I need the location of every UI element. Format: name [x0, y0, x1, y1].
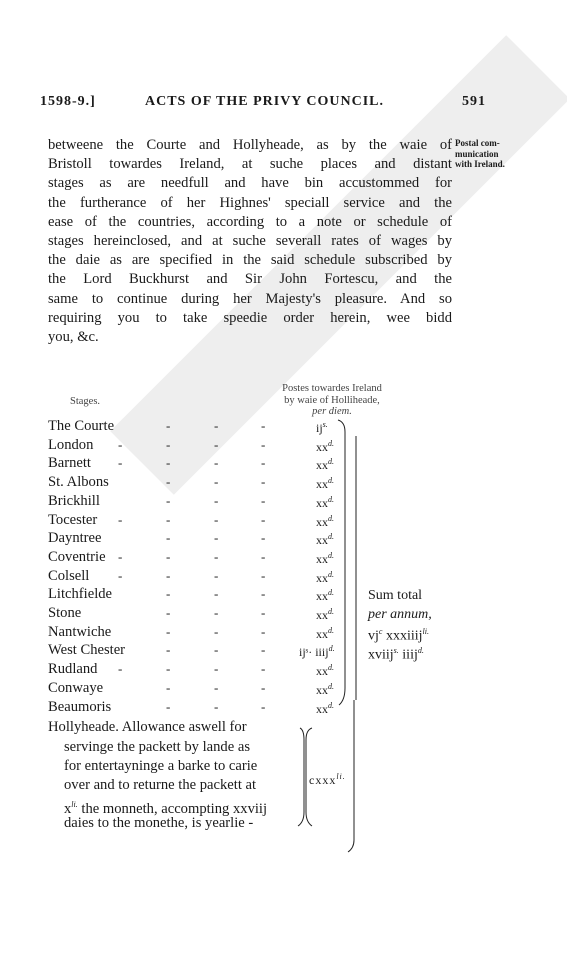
leader-dash: -: [261, 661, 266, 677]
stage-rate-value: xx: [316, 514, 328, 529]
allowance-amount-unit: li.: [336, 772, 346, 781]
allowance-text: the monneth, accompting xxviij: [77, 800, 268, 817]
stage-name: Conwaye: [48, 679, 104, 696]
stage-rate-value: xx: [316, 551, 328, 566]
stage-rate-unit: d.: [328, 644, 335, 654]
paragraph-line: the Lord Buckhurst and Sir John Fortescu, and the: [48, 271, 452, 288]
leader-dash: -: [261, 492, 266, 508]
leader-dash: -: [261, 605, 266, 620]
allowance-line: daies to the monethe, is yearlie -: [64, 815, 254, 831]
stage-rate-value: xx: [316, 458, 328, 473]
stage-rate-unit: d.: [328, 476, 334, 486]
postes-header-line: Postes towardes Ireland: [282, 383, 382, 394]
stage-rate-unit: d.: [328, 625, 334, 635]
stage-rate-value: ijˢ· iiij: [299, 645, 329, 660]
leader-dash: -: [118, 436, 123, 452]
stage-rate-value: xx: [316, 477, 328, 492]
stage-rate-unit: d.: [328, 607, 334, 616]
allowance-left-bracket: [298, 728, 304, 826]
leader-dash: -: [214, 492, 219, 508]
sum-total-label: Sum total: [368, 588, 423, 603]
sum-shillings-text: xviij: [368, 647, 394, 663]
leader-dash: -: [166, 623, 171, 639]
sum-pounds-unit: li.: [422, 627, 429, 636]
allowance-line: servinge the packett by lande as: [64, 739, 250, 755]
header-title: ACTS OF THE PRIVY COUNCIL.: [145, 94, 385, 109]
stage-name: London: [48, 436, 94, 453]
sum-pence-unit: d.: [417, 646, 424, 655]
stage-rate-unit: d.: [328, 513, 334, 523]
stage-rate-value: xx: [316, 570, 328, 585]
allowance-amount-text: cxxx: [309, 773, 337, 787]
leader-dash: -: [166, 474, 171, 490]
leader-dash: -: [261, 623, 266, 639]
leader-dash: -: [214, 586, 219, 602]
paragraph-line: stages hereinclosed, and at suche severall rates of wages by: [48, 233, 452, 250]
stage-rate-value: xx: [316, 439, 328, 454]
leader-dash: -: [214, 661, 219, 677]
allowance-line: for entertayninge a barke to carie: [64, 758, 258, 774]
stage-rate-unit: d.: [328, 438, 334, 448]
postes-header-line: by waie of Holliheade,: [284, 394, 380, 406]
allowance-line: over and to returne the packett at: [64, 777, 257, 793]
leader-dash: -: [214, 530, 219, 546]
stage-name: Coventrie: [48, 548, 106, 565]
leader-dash: -: [214, 642, 219, 658]
outer-bracket: [348, 700, 354, 852]
leader-dash: -: [214, 436, 219, 452]
stage-rate-unit: d.: [328, 569, 334, 579]
leader-dash: -: [261, 530, 266, 546]
paragraph-line: betweene the Courte and Hollyheade, as by the waie of: [48, 137, 452, 153]
leader-dash: -: [166, 492, 171, 508]
stage-name: The Courte: [48, 418, 115, 434]
stage-rate-value: ij: [316, 421, 323, 435]
margin-note-line: munication: [455, 148, 499, 159]
leader-dash: -: [118, 567, 123, 583]
stage-rate-unit: d.: [328, 532, 334, 542]
leader-dash: -: [166, 642, 171, 658]
sum-shillings-unit: s.: [393, 646, 399, 655]
leader-dash: -: [214, 455, 219, 471]
paragraph-line: Bristoll towardes Ireland, at suche places and distant: [48, 156, 452, 173]
leader-dash: -: [261, 698, 266, 714]
stage-rate-value: xx: [316, 701, 328, 716]
stage-name: Colsell: [48, 567, 90, 584]
postes-header-line: per diem.: [312, 406, 352, 417]
leader-dash: -: [214, 418, 219, 433]
leader-dash: -: [214, 567, 219, 583]
leader-dash: -: [166, 605, 171, 620]
leader-dash: -: [118, 548, 123, 564]
sum-pounds-text: xxxiiij: [382, 628, 423, 644]
leader-dash: -: [261, 586, 266, 602]
leader-dash: -: [166, 679, 171, 695]
stage-name: Brickhill: [48, 492, 100, 509]
stage-name: Nantwiche: [48, 623, 112, 640]
stage-rate-unit: d.: [328, 588, 334, 598]
leader-dash: -: [261, 436, 266, 452]
stage-rate-unit: d.: [328, 681, 334, 691]
leader-dash: -: [214, 511, 219, 527]
leader-dash: -: [261, 548, 266, 564]
margin-note-line: with Ireland.: [455, 159, 505, 169]
allowance-sup: li.: [71, 800, 78, 809]
leader-dash: -: [118, 661, 123, 677]
leader-dash: -: [166, 586, 171, 602]
paragraph-line: same to continue during her Majesty's pleasure. And so: [48, 290, 452, 307]
stage-rate-unit: d.: [328, 457, 334, 467]
stage-rate-value: xx: [316, 608, 328, 622]
leader-dash: -: [261, 418, 266, 433]
stage-rate-unit: d.: [328, 700, 334, 710]
leader-dash: -: [166, 455, 171, 471]
stage-rate-unit: d.: [328, 663, 334, 673]
sum-total-per-annum: per annum,: [368, 607, 432, 622]
leader-dash: -: [166, 511, 171, 527]
leader-dash: -: [261, 642, 266, 658]
rates-bracket: [338, 420, 345, 705]
header-page-number: 591: [462, 94, 486, 109]
sum-total-pounds: [368, 627, 429, 645]
sum-pounds-sup: c: [378, 627, 383, 636]
leader-dash: -: [118, 511, 123, 527]
paragraph-line: the daie as are specified in the said schedule subscribed by: [48, 252, 452, 269]
stage-name: Stone: [48, 605, 82, 621]
leader-dash: -: [214, 623, 219, 639]
allowance-text: x: [64, 800, 72, 817]
leader-dash: -: [166, 661, 171, 677]
leader-dash: -: [166, 436, 171, 452]
sum-total-shillings: [368, 646, 424, 664]
leader-dash: -: [118, 455, 123, 471]
leader-dash: -: [214, 474, 219, 490]
stage-rate-value: xx: [316, 589, 328, 604]
paragraph-line: ease of the countries, according to a note or schedule of: [48, 213, 452, 230]
stage-rate-value: xx: [316, 495, 328, 510]
stage-rate-value: xx: [316, 682, 328, 697]
leader-dash: -: [261, 567, 266, 583]
stage-name: Rudland: [48, 661, 98, 678]
stage-name: Tocester: [48, 511, 98, 528]
header-year: 1598-9.]: [40, 94, 96, 109]
leader-dash: -: [214, 698, 219, 714]
leader-dash: -: [214, 548, 219, 564]
sum-pence-text: iiij: [398, 647, 418, 663]
leader-dash: -: [166, 530, 171, 546]
leader-dash: -: [214, 679, 219, 695]
sum-pounds-text: vj: [368, 628, 379, 644]
leader-dash: -: [166, 418, 171, 433]
stage-rate-unit: s.: [322, 420, 328, 429]
paragraph-line: stages as are needfull and have bin accustommed for: [48, 175, 452, 192]
stage-name: West Chester: [48, 642, 126, 659]
stage-rate-unit: d.: [328, 550, 334, 560]
stage-rate-value: xx: [316, 626, 328, 641]
leader-dash: -: [261, 455, 266, 471]
paragraph-line: requiring you to take speedie order herein, wee bidd: [48, 309, 452, 326]
allowance-line: Hollyheade. Allowance aswell for: [48, 719, 247, 735]
stage-rate-value: xx: [316, 664, 328, 679]
leader-dash: -: [261, 511, 266, 527]
allowance-amount: [309, 767, 346, 790]
stage-name: Litchfielde: [48, 586, 113, 603]
stage-name: St. Albons: [48, 474, 109, 491]
stage-name: Beaumoris: [48, 698, 112, 715]
stage-name: Barnett: [48, 455, 91, 472]
stages-column-header: Stages.: [70, 396, 101, 407]
leader-dash: -: [261, 474, 266, 490]
paragraph-line: you, &c.: [48, 329, 99, 346]
leader-dash: -: [261, 679, 266, 695]
leader-dash: -: [166, 698, 171, 714]
stage-rate-value: xx: [316, 533, 328, 548]
stage-name: Dayntree: [48, 530, 102, 547]
leader-dash: -: [166, 567, 171, 583]
leader-dash: -: [166, 548, 171, 564]
stage-rate-unit: d.: [328, 494, 334, 504]
paragraph-line: the furtherance of her Highnes' speciall service and the: [48, 194, 452, 211]
leader-dash: -: [214, 605, 219, 620]
margin-note-line: Postal com-: [455, 138, 500, 148]
